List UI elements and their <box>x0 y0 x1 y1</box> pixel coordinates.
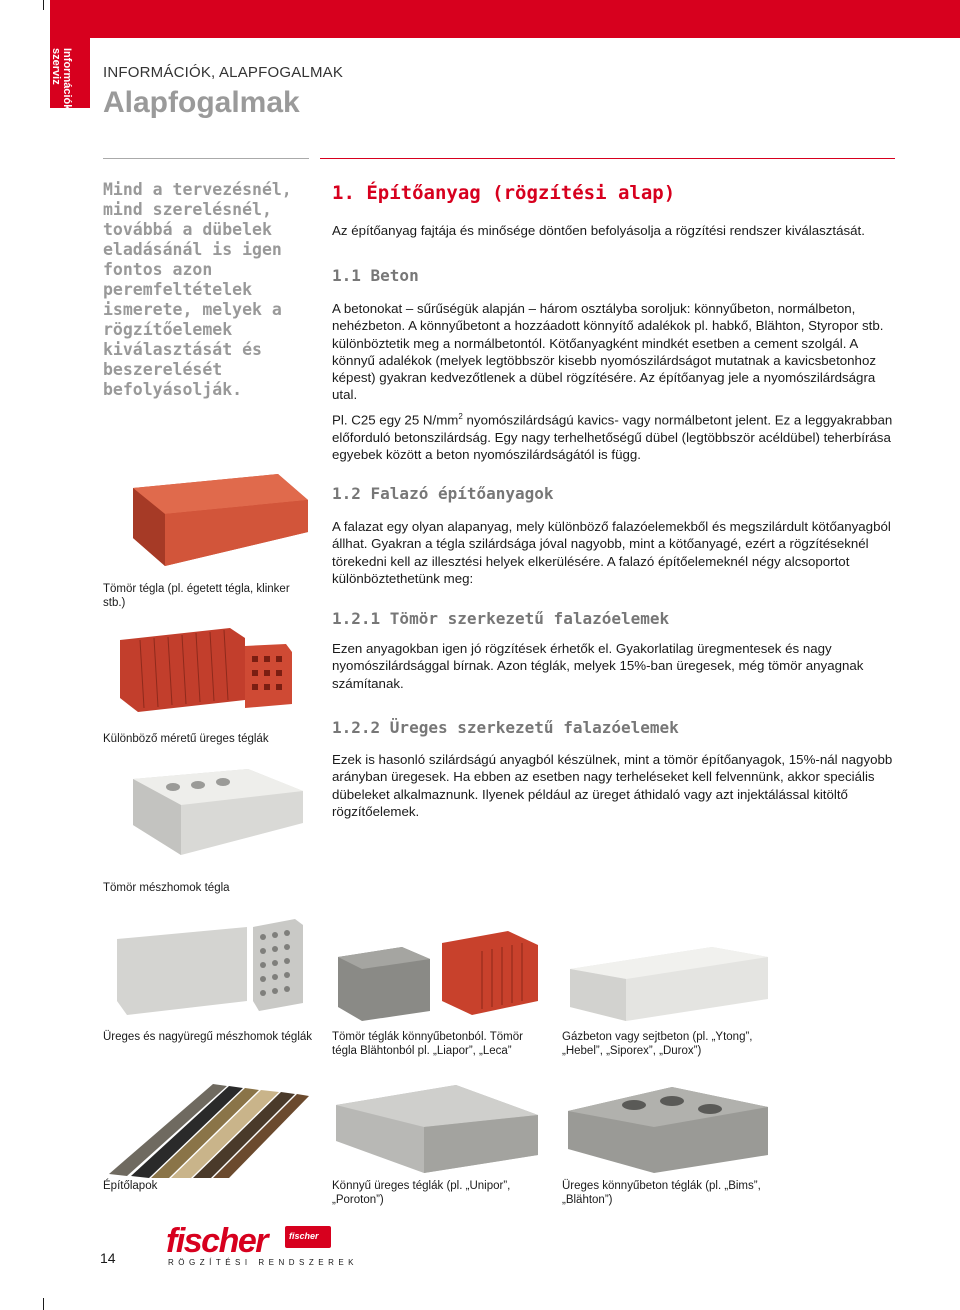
caption: Üreges és nagyüregű mészhomok téglák <box>103 1031 313 1043</box>
crop-mark <box>43 0 44 10</box>
paragraph-part: Pl. C25 egy 25 N/mm <box>332 412 459 428</box>
light-concrete-hollow-image <box>562 1075 774 1175</box>
paragraph-part: nyomószilárdságú kavics- vagy normálbetont jelent. Ez a leggyakrabban előforduló betonszilárdság. Egy nagy terhelhetőségű dübel (legtöbbször acéldübel) teherbírása egyebek között a beton nyomószilárdságától is függ. <box>332 412 893 463</box>
heading-hollow-masonry: 1.2.2 Üreges szerkezetű falazóelemek <box>332 718 679 737</box>
lime-solid-brick-image <box>103 765 315 860</box>
building-boards-image <box>103 1068 315 1178</box>
lime-hollow-bricks-image <box>103 915 315 1025</box>
hollow-bricks-image <box>110 618 310 714</box>
heading-concrete: 1.1 Beton <box>332 266 419 285</box>
caption: Gázbeton vagy sejtbeton (pl. „Ytong”, „Hebel”, „Siporex”, „Durox”) <box>562 1031 753 1057</box>
superscript: 2 <box>458 412 463 421</box>
paragraph: A falazat egy olyan alapanyag, mely különböző falazóelemekből és megszilárdult kötőanyagból állhat. Gyakran a tégla szilárdsága jóval nagyobb, mint a kötőanyagé, ezért a rögzítéseknél törekedni kell az illesztési helyek elkerülésére. A falazó építőelemeknél négy alcsoportot különböztethetünk meg: <box>332 519 891 586</box>
caption: Tömör mészhomok tégla <box>103 882 230 894</box>
solid-brick-image <box>103 470 315 576</box>
fischer-logo: fischer <box>166 1222 267 1260</box>
heading-solid-masonry: 1.2.1 Tömör szerkezetű falazóelemek <box>332 609 670 628</box>
caption: Könnyű üreges téglák (pl. „Unipor”, „Poroton”) <box>332 1180 511 1206</box>
header-red-bar <box>50 0 960 38</box>
intro-text: Mind a tervezésnél, mind szerelésnél, továbbá a dübelek eladásánál is igen fontos azon peremfeltételek ismerete, melyek a rögzítőelemek kiválasztását és beszerelését befolyásolják. <box>103 180 292 399</box>
divider <box>320 158 895 159</box>
section-kicker: INFORMÁCIÓK, ALAPFOGALMAK <box>103 64 344 81</box>
caption: Üreges könnyűbeton téglák (pl. „Bims”, „Blähton”) <box>562 1180 761 1206</box>
aerated-concrete-image <box>562 935 774 1025</box>
page-number: 14 <box>100 1250 116 1266</box>
heading-building-material: 1. Építőanyag (rögzítési alap) <box>332 182 676 204</box>
fischer-badge <box>285 1226 331 1248</box>
caption: Tömör tégla (pl. égetett tégla, klinker stb.) <box>103 583 290 609</box>
light-hollow-bricks-image <box>332 1075 544 1175</box>
paragraph: Ezen anyagokban igen jó rögzítések érhetők el. Gyakorlatilag üregmentesek és nagy nyomószilárdsággal bírnak. Azon téglák, melyek 15%-ban üregesek, még tömör anyagnak számítanak. <box>332 641 864 691</box>
paragraph <box>332 408 897 463</box>
crop-mark <box>43 1298 44 1310</box>
section-side-tab <box>50 38 90 114</box>
divider <box>103 158 309 159</box>
brand-tagline: RÖGZÍTÉSI RENDSZEREK <box>168 1258 359 1267</box>
caption: Építőlapok <box>103 1180 158 1192</box>
side-tab-label: Információk, szerviz <box>50 48 73 114</box>
badge-label: fischer <box>289 1231 319 1241</box>
paragraph: Az építőanyag fajtája és minősége döntően befolyásolja a rögzítési rendszer kiválasztását. <box>332 223 865 238</box>
paragraph: A betonokat – sűrűségük alapján – három osztályba soroljuk: könnyűbeton, normálbeton, nehézbeton. A könnyűbetont a hozzáadott könnyítő adalékok pl. habkő, Blähton, Styropor stb. különböztetik meg a normálbetontól. Kötőanyagként mindkét esetben a cement szolgál. A könnyű adalékok (melyek legtöbbször kisebb nyomószilárdságot mutatnak a kavicsbetonhoz képest) gyakran kedvezőtlenek a dübel rögzítésére. Az építőanyag jele a nyomószilárdságra utal. <box>332 301 884 403</box>
heading-masonry: 1.2 Falazó építőanyagok <box>332 484 554 503</box>
paragraph: Ezek is hasonló szilárdságú anyagból készülnek, mint a tömör építőanyagok, 15%-nál nagyobb arányban üregesek. Ha ebben az esetben nagy terheléseket kell felvennünk, akkor speciális dübeleket alkalmaznunk. Ilyenek például az üreget áthidaló vagy azt injektálással kitöltő rögzítőelemek. <box>332 752 893 819</box>
lightweight-solid-blocks-image <box>332 925 544 1025</box>
page-title: Alapfogalmak <box>103 86 300 119</box>
caption: Különböző méretű üreges téglák <box>103 733 269 745</box>
caption: Tömör téglák könnyűbetonból. Tömör tégla Blähtonból pl. „Liapor”, „Leca” <box>332 1031 523 1057</box>
